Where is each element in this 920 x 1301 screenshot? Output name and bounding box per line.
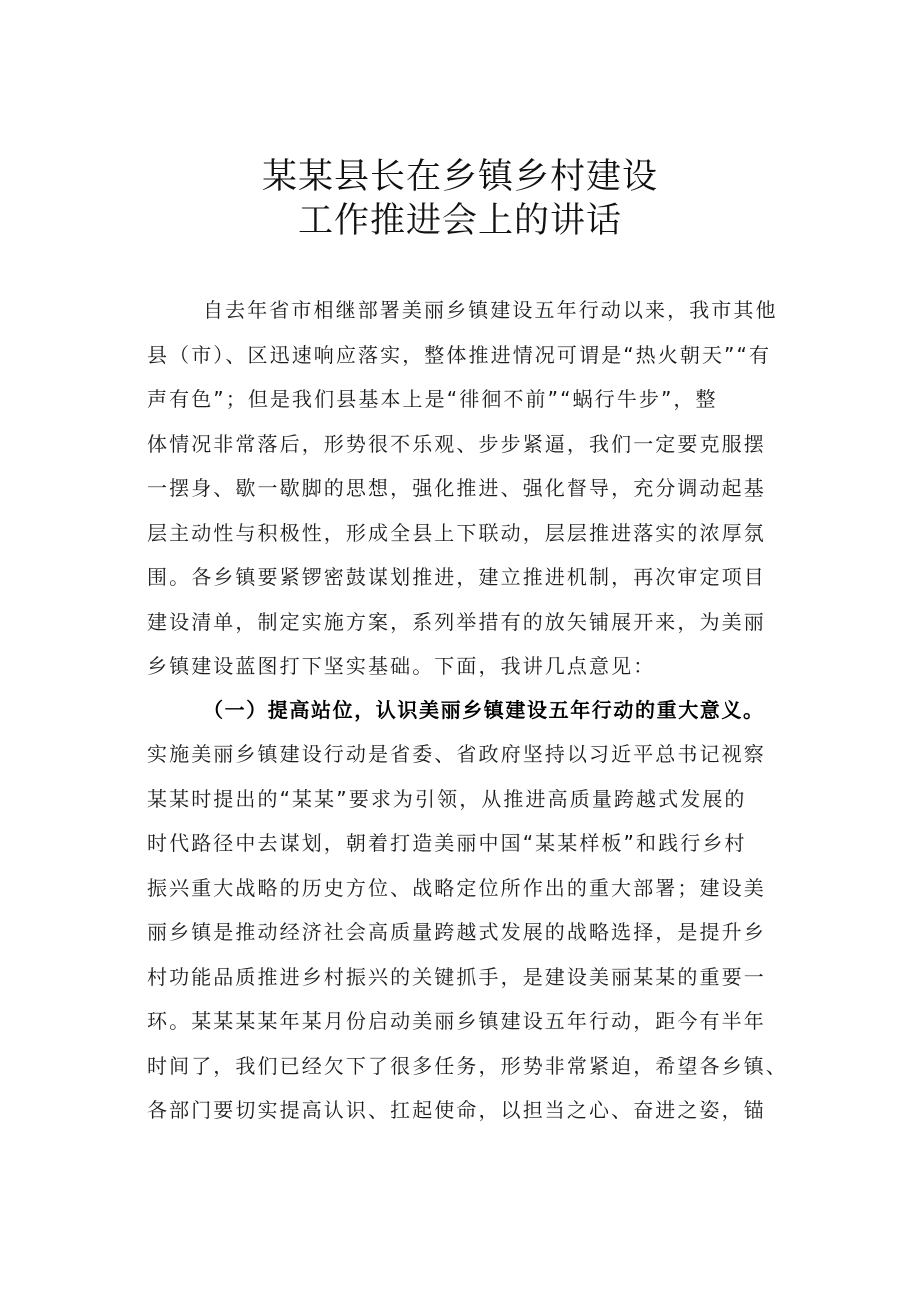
paragraph-line: 时间了，我们已经欠下了很多任务，形势非常紧迫，希望各乡镇、 [147,1054,788,1078]
paragraph-line: 一摆身、歇一歇脚的思想，强化推进、强化督导，充分调动起基 [147,476,766,500]
paragraph-line: 丽乡镇是推动经济社会高质量跨越式发展的战略选择，是提升乡 [147,920,766,944]
paragraph-line: 实施美丽乡镇建设行动是省委、省政府坚持以习近平总书记视察 [147,742,766,766]
paragraph-line: 建设清单，制定实施方案，系列举措有的放矢铺展开来，为美丽 [147,610,766,634]
paragraph-line: 自去年省市相继部署美丽乡镇建设五年行动以来，我市其他 [203,298,778,322]
paragraph-line: 体情况非常落后，形势很不乐观、步步紧逼，我们一定要克服摆 [147,432,766,456]
section-heading: （一）提高站位，认识美丽乡镇建设五年行动的重大意义。 [203,698,765,722]
paragraph-line: 某某时提出的“某某”要求为引领，从推进高质量跨越式发展的 [147,787,747,811]
paragraph-line: 县（市）、区迅速响应落实，整体推进情况可谓是“热火朝天”“有 [147,343,772,367]
paragraph-line: 振兴重大战略的历史方位、战略定位所作出的重大部署；建设美 [147,876,766,900]
paragraph-line: 时代路径中去谋划，朝着打造美丽中国“某某样板”和践行乡村 [147,831,747,855]
paragraph-line: 乡镇建设蓝图打下坚实基础。下面，我讲几点意见： [147,654,656,678]
document-title-line-2: 工作推进会上的讲话 [297,201,622,241]
document-title-line-1: 某某县长在乡镇乡村建设 [261,157,658,197]
paragraph-line: 层主动性与积极性，形成全县上下联动，层层推进落实的浓厚氛 [147,521,766,545]
paragraph-line: 各部门要切实提高认识、扛起使命，以担当之心、奋进之姿，锚 [147,1098,766,1122]
paragraph-line: 村功能品质推进乡村振兴的关键抓手，是建设美丽某某的重要一 [147,965,766,989]
paragraph-line: 环。某某某某年某月份启动美丽乡镇建设五年行动，距今有半年 [147,1009,766,1033]
paragraph-line: 围。各乡镇要紧锣密鼓谋划推进，建立推进机制，再次审定项目 [147,565,766,589]
paragraph-line: 声有色”；但是我们县基本上是“徘徊不前”“蜗行牛步”，整 [147,387,718,411]
